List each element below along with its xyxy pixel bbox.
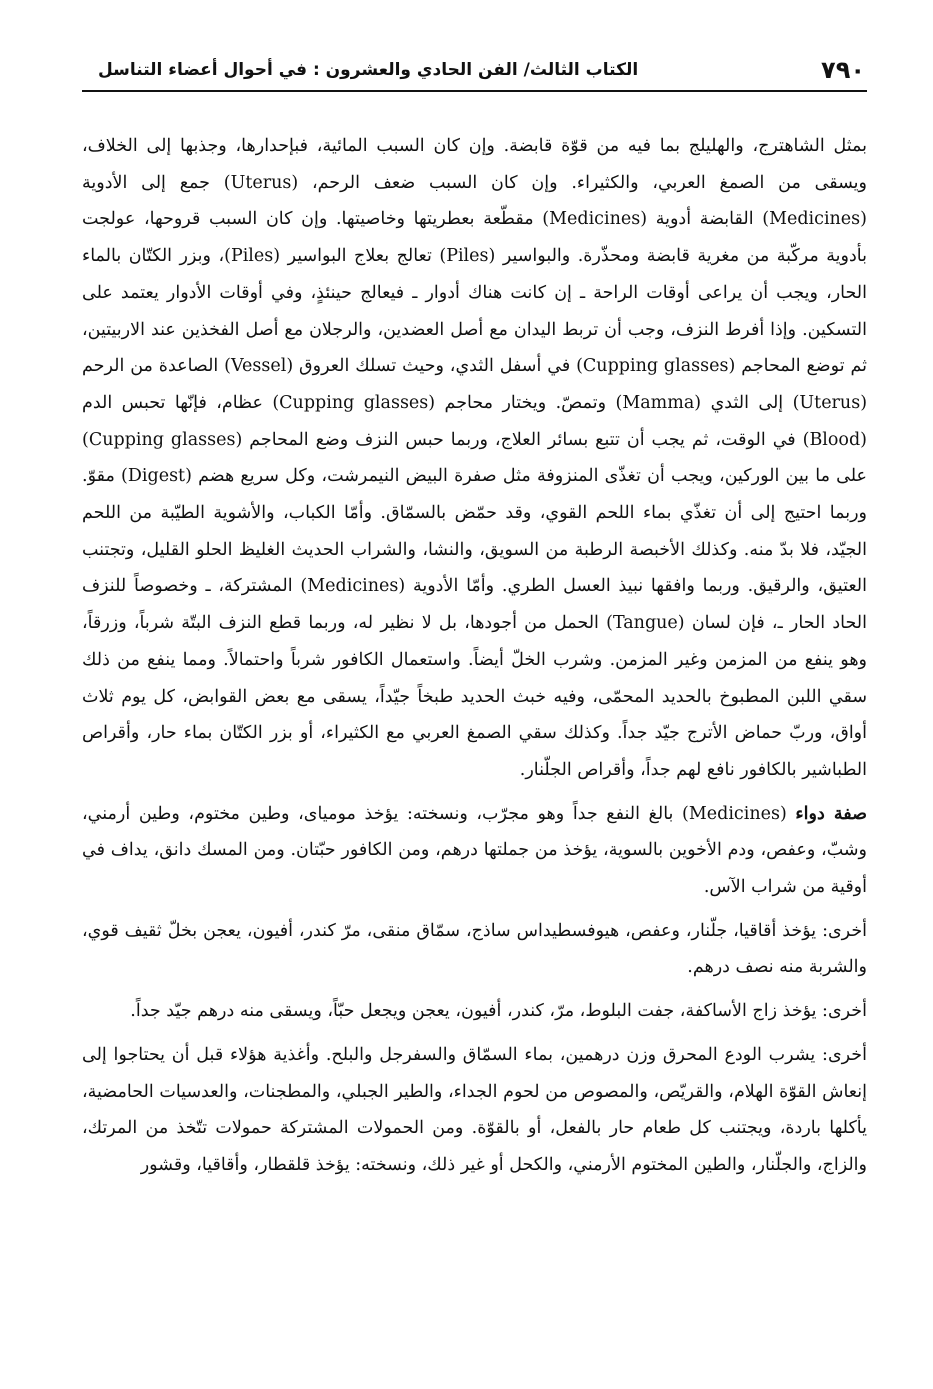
paragraph-5 (82, 1037, 867, 1184)
paragraph-text: أخرى: يؤخذ أقاقيا، جلّنار، وعفص، هيوفسطيداس ساذج، سمّاق منقى، مرّ كندر، أفيون، يعجن بخلّ ثقيف قوي، والشربة منه نصف درهم. (82, 920, 867, 978)
book-page (82, 52, 867, 1184)
paragraph-text: بمثل الشاهترج، والهليلج بما فيه من قوّة قابضة. وإن كان السبب المائية، فبإحدارها، وجذبها إلى الخلاف، ويسقى من الصمغ العربي، والكثيراء. وإن كان السبب ضعف الرحم، (Uterus) جمع إلى الأدوية (Medicines) القابضة أدوية (Medicines) مقطّعة بعطريتها وخاصيتها. وإن كان السبب قروحها، عولجت بأدوية مركّبة من مغرية قابضة ومحذّرة. والبواسير (Piles) تعالج بعلاج البواسير (Piles)، وبزر الكتّان بالماء الحار، ويجب أن يراعى أوقات الراحة ـ إن كانت هناك أدوار ـ فيعالج حينئذٍ، وفي أوقات الأدوار يعتمد على التسكين. وإذا أفرط النزف، وجب أن تربط اليدان مع أصل العضدين، والرجلان مع أصل الفخذين عند الاربيتين، ثم توضع المحاجم (Cupping glasses) في أسفل الثدي، وحيث تسلك العروق (Vessel) الصاعدة من الرحم (Uterus) إلى الثدي (Mamma) وتمصّ. ويختار محاجم (Cupping glasses) عظام، فإنّها تحبس الدم (Blood) في الوقت، ثم يجب أن تتبع بسائر العلاج، وربما حبس النزف وضع المحاجم (Cupping glasses) على ما بين الوركين، ويجب أن تغذّى المنزوفة مثل صفرة البيض النيمرشت، وكل سريع هضم (Digest) مقوّ. وربما احتيج إلى أن تغذّي بماء اللحم القوي، وقد حمّض بالسمّاق. وأمّا الكباب، والأشوية الطيّبة من اللحم الجيّد، فلا بدّ منه. وكذلك الأخبصة الرطبة من السويق، والنشا، والشراب الحديث الغليظ الحلو القليل، وتجتنب العتيق، والرقيق. وربما وافقها نبيذ العسل الطري. وأمّا الأدوية (Medicines) المشتركة، ـ وخصوصاً للنزف الحاد الحار ـ، فإن لسان (Tangue) الحمل من أجودها، بل لا نظير له، وربما قطع النزف البتّة شرباً، وزرقاً، وهو ينفع من المزمن وغير المزمن. وشرب الخلّ أيضاً. واستعمال الكافور شرباً واحتمالاً. ومما ينفع من ذلك سقي اللبن المطبوخ بالحديد المحمّى، وفيه خبث الحديد طبخاً جيّداً، يسقى مع بعض القوابض، كل يوم ثلاث أواق، وربّ حماض الأترج جيّد جداً. وكذلك سقي الصمغ العربي مع الكثيراء، أو بزر الكتّان بماء حار، وأقراص الطباشير بالكافور نافع لهم جداً، وأقراص الجلّنار. (82, 136, 868, 780)
running-header (82, 52, 867, 92)
paragraph-text: أخرى: يشرب الودع المحرق وزن درهمين، بماء السمّاق والسفرجل والبلح. وأغذية هؤلاء قبل أن يحتاجوا إلى إنعاش القوّة الهلام، والقريّص، والمصوص من لحوم الجداء، والطير الجبلي، والمطجنات، والعدسيات الحامضية، يأكلها باردة، ويجتنب كل طعام حار بالفعل، أو بالقوّة. ومن الحمولات المشتركة حمولات تتّخذ من المرتك، والزاج، والجلّنار، والطين المختوم الأرمني، والكحل أو غير ذلك، ونسخته: يؤخذ قلقطار، وأقاقيا، وقشور (82, 1044, 867, 1175)
recipe-heading: صفة دواء (795, 803, 867, 824)
paragraph-4 (82, 993, 867, 1030)
paragraph-2 (82, 796, 867, 906)
page-number: ٧٩٠ (821, 56, 865, 84)
inline-term: (Medicines) (682, 803, 787, 824)
paragraph-text: بالغ النفع جداً وهو مجرّب، ونسخته: يؤخذ مومياى، وطين مختوم، وطين أرمني، وشبّ، وعفص، ودم الأخوين بالسوية، يؤخذ من جملتها درهم، ومن الكافور حبّتان. ومن المسك دانق، يداف في أوقية من شراب الآس. (82, 803, 867, 898)
header-title: الكتاب الثالث/ الفن الحادي والعشرون : في أحوال أعضاء التناسل (98, 60, 639, 80)
body-text (82, 128, 867, 1184)
paragraph-3 (82, 913, 867, 986)
paragraph-1 (82, 128, 867, 789)
paragraph-text: أخرى: يؤخذ زاج الأساكفة، جفت البلوط، مرّ، كندر، أفيون، يعجن ويجعل حبّاً، ويسقى منه درهم جيّد جداً. (130, 1001, 867, 1022)
